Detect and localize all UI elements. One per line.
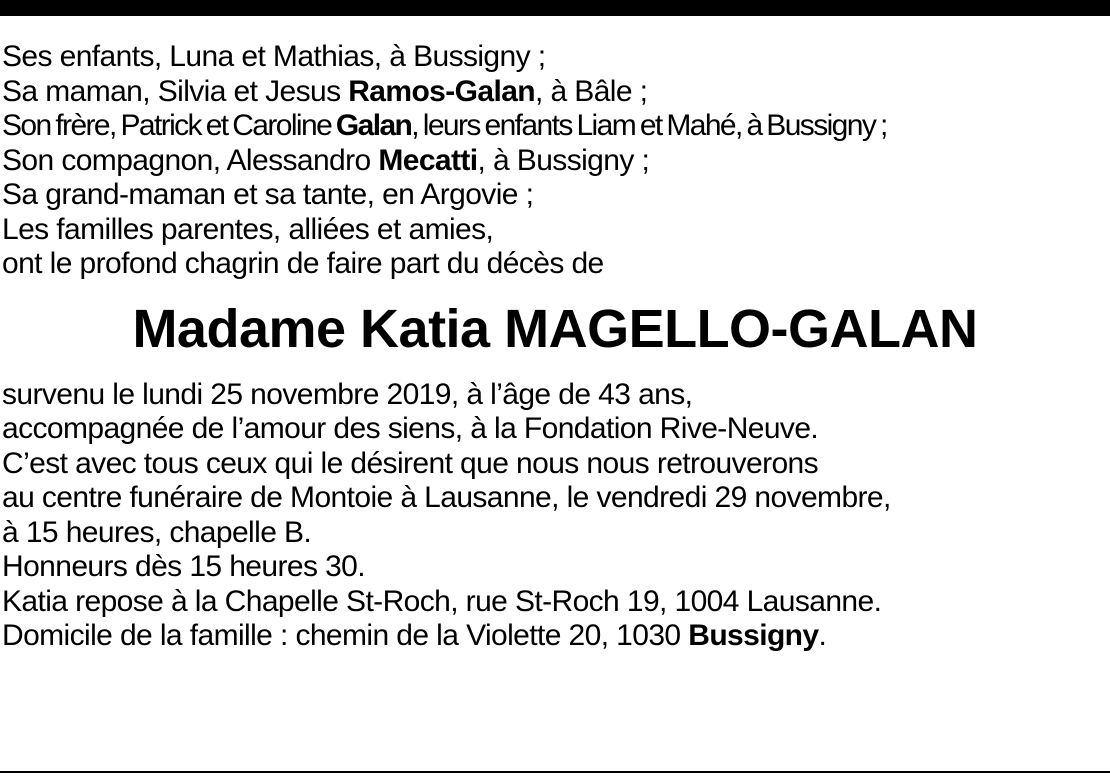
detail-line-resting-place: Katia repose à la Chapelle St-Roch, rue St-Roch 19, 1004 Lausanne. — [2, 584, 882, 618]
family-line-brother: Son frère, Patrick et Caroline Galan, leurs enfants Liam et Mahé, à Bussigny ; — [2, 109, 887, 142]
detail-line-funeral-center: au centre funéraire de Montoie à Lausanne, le vendredi 29 novembre, — [2, 481, 891, 514]
deceased-name-heading: Madame Katia MAGELLO-GALAN — [132, 298, 978, 359]
family-line-announcement: ont le profond chagrin de faire part du décès de — [2, 247, 604, 280]
detail-line-gathering: C’est avec tous ceux qui le désirent que nous nous retrouverons — [2, 446, 819, 480]
detail-line-honours: Honneurs dès 15 heures 30. — [2, 550, 365, 583]
funeral-details — [2, 378, 1108, 654]
family-surname: Galan — [335, 109, 412, 142]
family-surname: Ramos-Galan — [348, 74, 536, 108]
town-name: Bussigny — [688, 619, 819, 652]
family-surname: Mecatti — [378, 143, 478, 177]
family-line-partner: Son compagnon, Alessandro Mecatti, à Bussigny ; — [2, 143, 650, 177]
top-border-rule — [0, 0, 1110, 16]
detail-line-time: à 15 heures, chapelle B. — [2, 515, 312, 549]
family-line-children: Ses enfants, Luna et Mathias, à Bussigny ; — [2, 40, 546, 73]
detail-line-place-of-death: accompagnée de l’amour des siens, à la Fondation Rive-Neuve. — [2, 412, 819, 445]
detail-line-date: survenu le lundi 25 novembre 2019, à l’âge de 43 ans, — [2, 377, 693, 411]
family-line-relatives: Les familles parentes, alliées et amies, — [2, 212, 494, 246]
family-announcement — [2, 40, 1108, 282]
detail-line-family-address: Domicile de la famille : chemin de la Violette 20, 1030 Bussigny. — [2, 619, 827, 652]
bottom-border-rule — [0, 771, 1110, 773]
obituary-notice — [2, 40, 1108, 654]
family-line-grandmother: Sa grand-maman et sa tante, en Argovie ; — [2, 178, 534, 211]
family-line-mother: Sa maman, Silvia et Jesus Ramos-Galan, à Bâle ; — [2, 74, 648, 108]
